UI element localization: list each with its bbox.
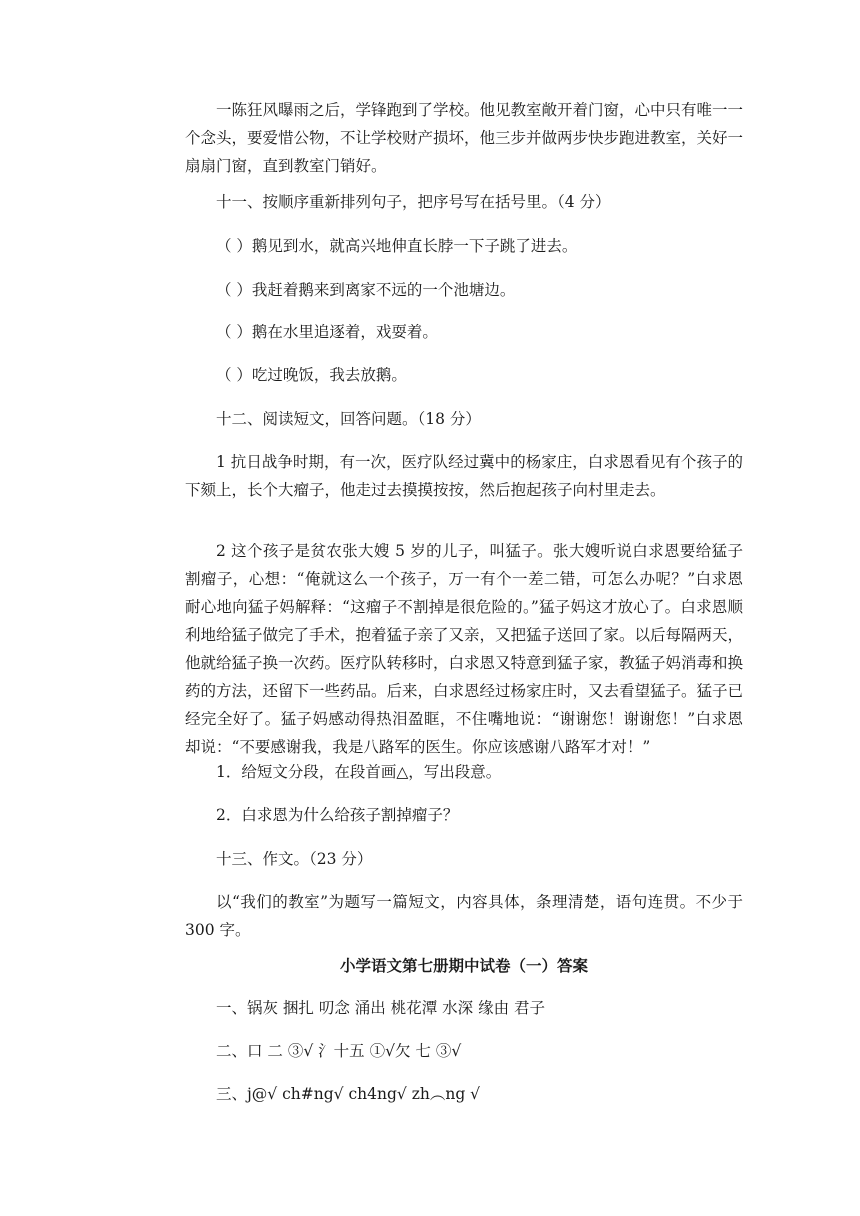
question-13-heading: 十三、作文。（23 分）: [216, 850, 373, 868]
passage-storm: 一陈狂风曝雨之后，学锋跑到了学校。他见教室敞开着门窗，心中只有唯一一个念头，要爱惜公物，不让学校财产损坏，他三步并做两步快步跑进教室，关好一扇扇门窗，直到教室门销好。: [185, 101, 744, 175]
answer-line: 一、锅灰 捆扎 叨念 涌出 桃花潭 水深 缘由 君子: [216, 999, 545, 1017]
composition-prompt: 以“我们的教室”为题写一篇短文，内容具体，条理清楚，语句连贯。不少于 300 字。: [185, 893, 743, 939]
answer-line: 三、j@√ ch#ng√ ch4ng√ zh︵ng √: [216, 1085, 481, 1103]
reading-paragraph-1: 1 抗日战争时期，有一次，医疗队经过冀中的杨家庄，白求恩看见有个孩子的下颏上，长个大瘤子，他走过去摸摸按按，然后抱起孩子向村里走去。: [185, 453, 743, 499]
reading-question-1: 1．给短文分段，在段首画△，写出段意。: [216, 763, 502, 781]
reading-paragraph-2: 2 这个孩子是贫农张大嫂 5 岁的儿子，叫猛子。张大嫂听说白求恩要给猛子割瘤子，心想：“俺就这么一个孩子，万一有个一差二错，可怎么办呢？”白求恩耐心地向猛子妈解释：“这瘤子不割掉是很危险的。”猛子妈这才放心了。白求恩顺利地给猛子做完了手术，抱着猛子亲了又亲，又把猛子送回了家。以后每隔两天，他就给猛子换一次药。医疗队转移时，白求恩又特意到猛子家，教猛子妈消毒和换药的方法，还留下一些药品。后来，白求恩经过杨家庄时，又去看望猛子。猛子已经完全好了。猛子妈感动得热泪盈眶，不住嘴地说：“谢谢您！谢谢您！”白求恩却说：“不要感谢我，我是八路军的医生。你应该感谢八路军才对！”: [185, 542, 744, 756]
sentence-item: （ ）吃过晚饭，我去放鹅。: [216, 366, 407, 384]
answer-line: 二、口 二 ③√ 氵十五 ①√欠 七 ③√: [216, 1042, 462, 1060]
sentence-item: （ ）我赶着鹅来到离家不远的一个池塘边。: [216, 281, 516, 299]
question-12-heading: 十二、阅读短文，回答问题。（18 分）: [216, 410, 481, 428]
sentence-item: （ ）鹅在水里追逐着，戏耍着。: [216, 323, 438, 341]
answer-key-title: 小学语文第七册期中试卷（一）答案: [339, 956, 588, 975]
sentence-item: （ ）鹅见到水，就高兴地伸直长脖一下子跳了进去。: [216, 237, 578, 255]
reading-question-2: 2．白求恩为什么给孩子割掉瘤子？: [216, 806, 459, 824]
question-11-heading: 十一、按顺序重新排列句子，把序号写在括号里。（4 分）: [216, 193, 611, 211]
